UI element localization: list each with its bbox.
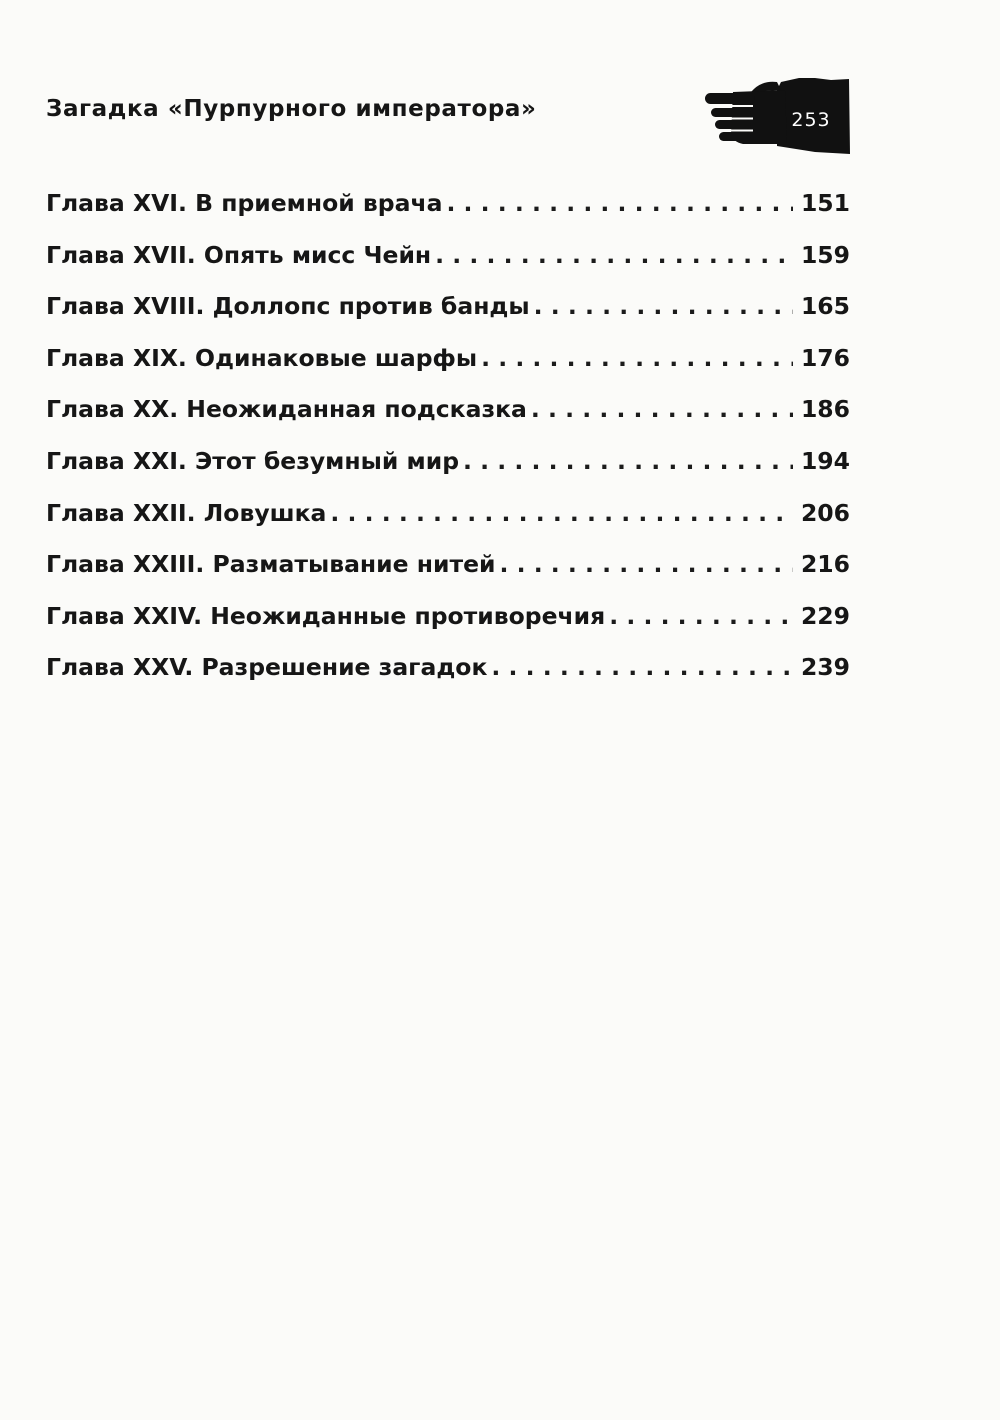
toc-entry-title: Глава XXIII. Разматывание нитей	[46, 550, 496, 579]
toc-entry	[46, 436, 850, 488]
dot-leader	[435, 230, 793, 282]
toc-entry-title: Глава XVI. В приемной врача	[46, 189, 443, 217]
page-number-badge	[703, 70, 853, 154]
toc-entry-page-number: 176	[800, 343, 850, 372]
toc-entry	[46, 178, 850, 230]
toc-entry-page-number: 216	[800, 550, 850, 579]
toc-entry	[46, 384, 850, 436]
toc-entry	[46, 591, 850, 643]
toc-entry-page-number: 206	[800, 498, 850, 527]
toc-entry-title: Глава XXIV. Неожиданные противоречия	[46, 601, 606, 630]
toc-entry-title: Глава XIX. Одинаковые шарфы	[46, 343, 478, 372]
toc-entry	[46, 281, 850, 333]
toc-entry	[46, 539, 850, 591]
toc-entry	[46, 488, 850, 540]
toc-entry	[46, 333, 850, 385]
toc-entry-page-number: 159	[800, 240, 850, 269]
table-of-contents	[46, 178, 850, 694]
running-head-title: Загадка «Пурпурного императора»	[46, 96, 537, 122]
toc-entry-title: Глава XXV. Разрешение загадок	[46, 653, 488, 682]
dot-leader	[609, 591, 793, 643]
dot-leader	[481, 333, 793, 385]
toc-entry-title: Глава XXI. Этот безумный мир	[46, 446, 460, 475]
toc-entry-title: Глава XVIII. Доллопс против банды	[46, 292, 530, 321]
toc-entry-page-number: 239	[800, 653, 850, 682]
toc-entry-page-number: 186	[800, 395, 850, 424]
toc-entry-page-number: 165	[800, 292, 850, 321]
toc-entry-page-number: 194	[800, 446, 850, 475]
dot-leader	[446, 178, 792, 230]
toc-entry-title: Глава XVII. Опять мисс Чейн	[46, 240, 432, 269]
toc-entry-page-number: 229	[800, 601, 850, 630]
dot-leader	[499, 539, 792, 591]
toc-entry-page-number: 151	[800, 189, 850, 217]
dot-leader	[463, 436, 793, 488]
toc-entry	[46, 642, 850, 694]
toc-entry-title: Глава XXII. Ловушка	[46, 498, 327, 527]
dot-leader	[330, 488, 793, 540]
toc-entry	[46, 230, 850, 282]
dot-leader	[491, 642, 793, 694]
dot-leader	[531, 384, 793, 436]
toc-entry-title: Глава XX. Неожиданная подсказка	[46, 395, 527, 424]
page-number: 253	[791, 109, 831, 131]
dot-leader	[534, 281, 793, 333]
